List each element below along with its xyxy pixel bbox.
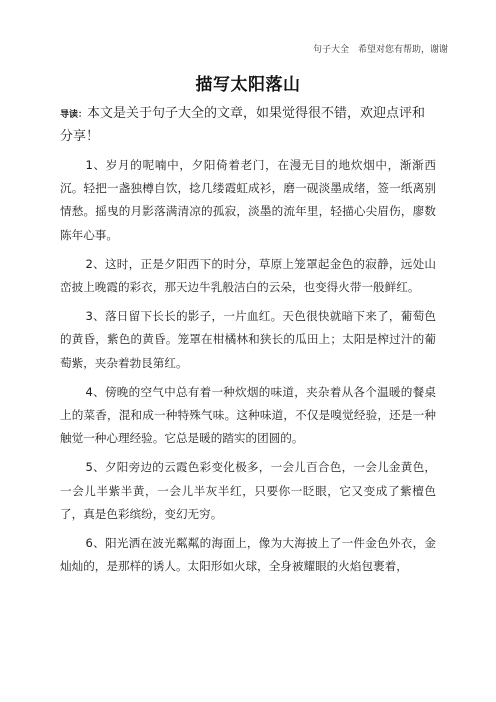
paragraph-3: 3、落日留下长长的影子，一片血红。天色很快就暗下来了，葡萄色的黄昏，紫色的黄昏。笼罩在柑橘林和狭长的瓜田上；太阳是榨过汁的葡萄紫，夹杂着勃艮第红。 bbox=[60, 309, 436, 370]
paragraph-2: 2、这时，正是夕阳西下的时分，草原上笼罩起金色的寂静，远处山峦披上晚霞的彩衣，那天边牛乳般洁白的云朵，也变得火带一般鲜红。 bbox=[60, 256, 436, 295]
document-title: 描写太阳落山 bbox=[195, 75, 301, 95]
paragraph-1: 1、岁月的呢喃中，夕阳倚着老门，在漫无目的地炊烟中，渐渐西沉。轻把一盏独樽自饮，捻几缕霞虹成衫，磨一砚淡墨成绪，签一纸离别情愁。摇曳的月影落满清凉的孤寂，淡墨的流年里，轻描心尖眉伤，廖数陈年心事。 bbox=[60, 158, 436, 242]
header-note: 句子大全 希望对您有帮助，谢谢 bbox=[312, 45, 448, 55]
intro bbox=[60, 103, 436, 148]
paragraph-6: 6、阳光洒在波光粼粼的海面上，像为大海披上了一件金色外衣，金灿灿的，是那样的诱人。太阳形如火球，全身被耀眼的火焰包裹着， bbox=[60, 536, 436, 574]
document-body bbox=[60, 103, 436, 578]
intro-text: 本文是关于句子大全的文章，如果觉得很不错，欢迎点评和分享！ bbox=[60, 106, 426, 144]
paragraph-5: 5、夕阳旁边的云霞色彩变化极多，一会儿百合色，一会儿金黄色，一会儿半紫半黄，一会儿半灰半红，只要你一眨眼，它又变成了紫檀色了，真是色彩缤纷，变幻无穷。 bbox=[60, 460, 436, 521]
paragraph-4: 4、傍晚的空气中总有着一种炊烟的味道，夹杂着从各个温暖的餐桌上的菜香，混和成一种特殊气味。这种味道，不仅是嗅觉经验，还是一种触觉一种心理经验。它总是暖的踏实的团圆的。 bbox=[60, 384, 436, 446]
intro-label: 导读： bbox=[60, 110, 88, 120]
